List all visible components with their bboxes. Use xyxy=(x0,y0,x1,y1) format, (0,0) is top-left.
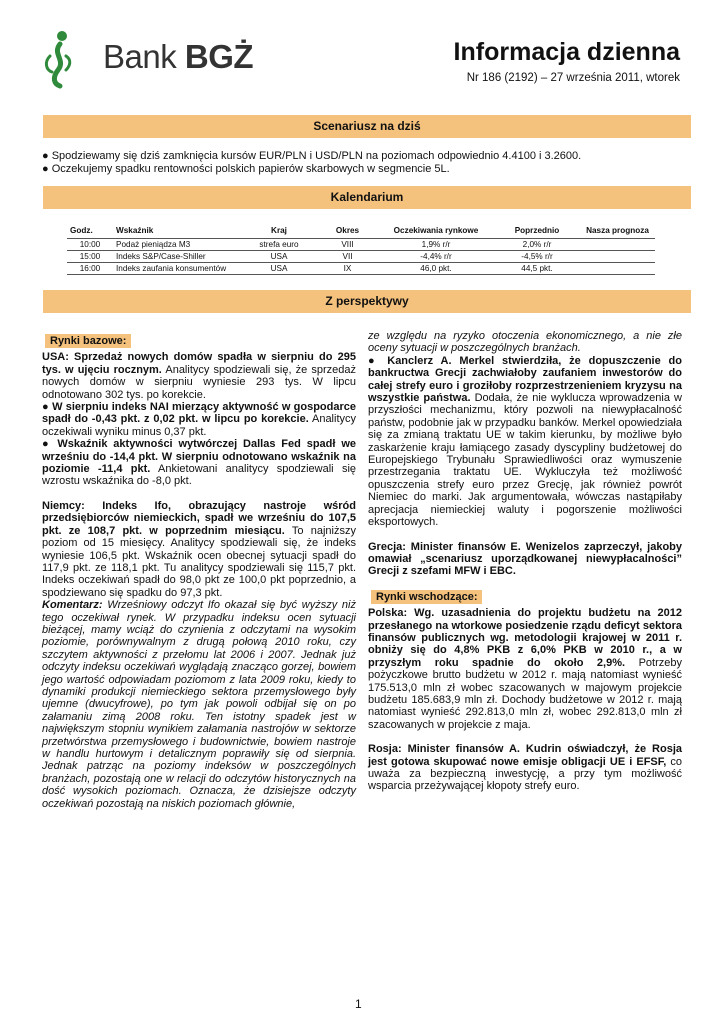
paragraph-usa-1: USA: Sprzedaż nowych domów spadła w sierpniu do 295 tys. w ujęciu rocznym. Analitycy spodziewali się, że sprzedaż nowych domów w sierpniu wyniesie 293 tys. W lipcu odnotowano 302 tys. po korekcie. xyxy=(42,351,356,401)
paragraph-merkel: ● Kanclerz A. Merkel stwierdziła, że dopuszczenie do bankructwa Grecji zachwiałoby zaufaniem inwestorów do całej strefy euro i groziłoby rozprzestrzenieniem kryzysu na wszystkie państwa. Dodała, że nie wyklucza wprowadzenia w przyszłości mechanizmu, który pozwoli na niewypłacalność państw, podobnie jak w przypadku banków. Merkel opowiedziała się za zmianą traktatu UE w takim kierunku, by możliwe było zaskarżenie kraju łamiącego zasady dyscypliny budżetowej do Europejskiego Trybunału Sprawiedliwości oraz wymuszenie przestrzegania traktatu UE. Wykluczyła też możliwość opuszczenia strefy euro przez Grecję, jak również powrót Niemiec do marki. Jak argumentowała, wówczas nastąpiłaby aprecjacja niemieckiej waluty i pogorszenie możliwości eksportowych. xyxy=(368,354,682,529)
calendar-table xyxy=(67,223,655,275)
cell-time: 15:00 xyxy=(67,251,113,263)
label-emerging-markets: Rynki wschodzące: xyxy=(371,590,482,604)
paragraph-poland: Polska: Wg. uzasadnienia do projektu budżetu na 2012 przesłanego na wtorkowe posiedzenie rządu deficyt sektora finansów publicznych wg. metodologii krajowej w 2011 r. obniży się do 4,8% PKB z 6,0% PKB w 2010 r., a w przyszłym roku spadnie do około 2,9%. Potrzeby pożyczkowe brutto budżetu w 2012 r. mają natomiast wynieść 175.513,0 mln zł wobec szacowanych w majowym projekcie budżetu 185.683,9 mln zł. Dochody budżetowe w 2012 r. mają natomiast wynieść 292.813,0 mln zł, wobec 292.813,0 mln zł szacowanych w projekcie z maja. xyxy=(368,607,683,731)
cell-time: 16:00 xyxy=(67,263,113,275)
cell-time: 10:00 xyxy=(67,239,113,251)
page-number: 1 xyxy=(355,997,362,1011)
cell-indicator: Indeks zaufania konsumentów xyxy=(113,263,241,275)
cell-period: IX xyxy=(317,263,378,275)
issue-subtitle: Nr 186 (2192) – 27 września 2011, wtorek xyxy=(466,72,680,84)
col-header: Poprzednio xyxy=(494,223,580,239)
col-header: Kraj xyxy=(241,223,317,239)
section-perspective: Z perspektywy xyxy=(43,290,691,313)
cell-previous: 44,5 pkt. xyxy=(494,263,580,275)
table-row xyxy=(67,239,655,251)
table-row xyxy=(67,251,655,263)
cell-expected: 1,9% r/r xyxy=(378,239,494,251)
paragraph-russia: Rosja: Minister finansów A. Kudrin oświadczył, że Rosja jest gotowa skupować nowe emisje obligacji UE i EFSF, co uważa za bezpieczną inwestycję, a przy tym możliwość wsparcia przeżywającej kłopoty strefy euro. xyxy=(368,743,682,793)
bank-logo xyxy=(40,30,254,90)
paragraph-germany: Niemcy: Indeks Ifo, obrazujący nastroje wśród przedsiębiorców niemieckich, spadł we wrześniu do 107,5 pkt. ze 108,7 pkt. w poprzednim miesiącu. To najniższy poziom od 15 miesięcy. Analitycy spodziewali się, że indeks wyniesie 106,5 pkt. Wskaźnik ocen obecnej sytuacji spadł do 117,9 pkt. ze 118,1 pkt. Tu analitycy spodziewali się 115,7 pkt. Indeks oczekiwań spadł do 98,0 pkt ze 100,0 pkt poprzednio, a spodziewano się spadku do 97,3 pkt. xyxy=(42,499,356,599)
logo-text: Bank BGŻ xyxy=(103,38,254,75)
cell-forecast xyxy=(580,239,655,251)
paragraph-usa-2: ● W sierpniu indeks NAI mierzący aktywność w gospodarce spadł do -0,43 pkt. z 0,02 pkt. w lipcu po korekcie. Analitycy oczekiwali wyniku minus 0,37 pkt. xyxy=(42,401,357,438)
section-scenario: Scenariusz na dziś xyxy=(43,115,691,138)
cell-previous: -4,5% r/r xyxy=(494,251,580,263)
cell-country: USA xyxy=(241,251,317,263)
table-row xyxy=(67,263,655,275)
col-header: Godz. xyxy=(67,223,113,239)
cell-indicator: Indeks S&P/Case-Shiller xyxy=(113,251,241,263)
col-header: Okres xyxy=(317,223,378,239)
cell-indicator: Podaż pieniądza M3 xyxy=(113,239,241,251)
logo-figure-icon xyxy=(40,30,100,90)
cell-expected: 46,0 pkt. xyxy=(378,263,494,275)
scenario-bullet: ● Spodziewamy się dziś zamknięcia kursów EUR/PLN i USD/PLN na poziomach odpowiednio 4.4100 i 3.2600. xyxy=(42,150,582,162)
col-header: Nasza prognoza xyxy=(580,223,655,239)
paragraph-greece: Grecja: Minister finansów E. Wenizelos zaprzeczył, jakoby omawiał „scenariusz uporządkowanej niewypłacalności” Grecji z szefami MFW i EBC. xyxy=(368,540,682,578)
col-header: Wskaźnik xyxy=(113,223,241,239)
cell-period: VII xyxy=(317,251,378,263)
cell-country: USA xyxy=(241,263,317,275)
section-calendar: Kalendarium xyxy=(43,186,691,209)
left-column xyxy=(42,330,356,810)
cell-forecast xyxy=(580,263,655,275)
paragraph-usa-3: ● Wskaźnik aktywności wytwórczej Dallas Fed spadł we wrześniu do -14,4 pkt. W sierpniu odnotowano wskaźnik na poziomie -11,4 pkt. Ankietowani analitycy spodziewali się wzrostu wskaźnika do -8,0 pkt. xyxy=(42,438,357,488)
scenario-list xyxy=(42,150,692,176)
right-column xyxy=(368,330,682,793)
calendar-header-row xyxy=(67,223,655,239)
col-header: Oczekiwania rynkowe xyxy=(378,223,494,239)
cell-country: strefa euro xyxy=(241,239,317,251)
cell-forecast xyxy=(580,251,655,263)
scenario-bullet: ● Oczekujemy spadku rentowności polskich papierów skarbowych w segmencie 5L. xyxy=(42,163,450,175)
paragraph-comment: Komentarz: Wrześniowy odczyt Ifo okazał się być wyższy niż tego oczekiwał rynek. W przypadku indeksu ocen sytuacji bieżącej, mamy wciąż do czynienia z odczytami na wysokim poziomie, porównywalnym z drugą połową 2010 roku, czy szczytem aktywności z przełomu lat 2006 i 2007. Jednak już odczyty indeksu oczekiwań wyglądają znacząco gorzej, bowiem jego wartość odpowiadam poziomom z lata 2009 roku, kiedy to dynamiki produkcji niemieckiego sektora przemysłowego były ujemne (dwucyfrowe), po tym jak powoli odbijał się on po załamaniu zimą 2008 roku. Ten istotny spadek jest w największym stopniu wynikiem załamania nastrojów w sektorze przetwórstwa przemysłowego i budownictwie, bowiem nastroje w handlu hurtowym i detalicznym poprawiły się od sierpnia. Jednak patrząc na poziomy indeksów w poszczególnych branżach, pozostają one w relacji do odczytów historycznych na dość wysokich poziomach. Oznacza, że dzisiejsze odczyty oczekiwań pozostają na niskich poziomach głównie, xyxy=(42,599,356,810)
cell-period: VIII xyxy=(317,239,378,251)
page-title: Informacja dzienna xyxy=(453,38,680,66)
cell-expected: -4,4% r/r xyxy=(378,251,494,263)
label-core-markets: Rynki bazowe: xyxy=(45,334,131,348)
paragraph-continuation: ze względu na ryzyko otoczenia ekonomicznego, a nie złe oceny sytuacji w poszczególnych branżach. xyxy=(368,330,682,355)
cell-previous: 2,0% r/r xyxy=(494,239,580,251)
